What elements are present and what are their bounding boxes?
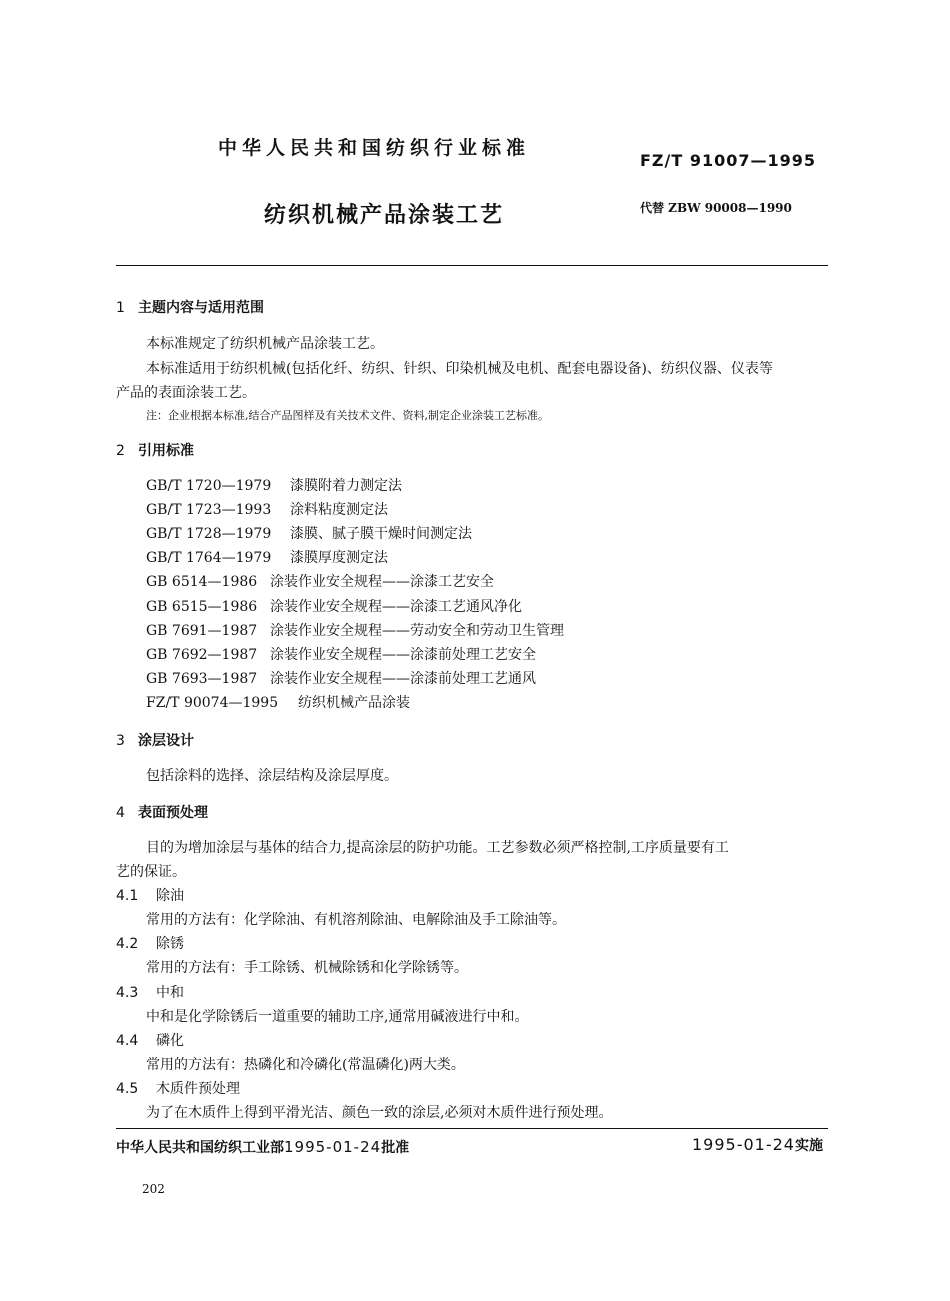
subsection-number: 4.1 <box>116 888 139 904</box>
reference-code: GB 7691—1987 <box>146 623 258 639</box>
reference-item <box>146 620 564 640</box>
section-4-paragraph-line-1: 目的为增加涂层与基体的结合力,提高涂层的防护功能。工艺参数必须严格控制,工序质量要有工 <box>146 840 729 856</box>
subsection-title: 除油 <box>156 888 184 904</box>
approval-label: 批准 <box>381 1140 410 1156</box>
section-title: 引用标准 <box>138 443 194 459</box>
approval-line <box>116 1137 409 1157</box>
effective-date: 1995-01-24 <box>692 1135 795 1154</box>
subsection-number: 4.5 <box>116 1081 139 1097</box>
subsection-4-3-heading <box>116 982 184 1002</box>
reference-name: 涂装作业安全规程——劳动安全和劳动卫生管理 <box>270 623 564 639</box>
section-1-paragraph-1: 本标准规定了纺织机械产品涂装工艺。 <box>146 336 384 352</box>
reference-code: GB/T 1723—1993 <box>146 502 272 518</box>
subsection-title: 磷化 <box>156 1033 184 1049</box>
approval-date: 1995-01-24 <box>284 1138 382 1156</box>
reference-name: 漆膜、腻子膜干燥时间测定法 <box>290 526 472 542</box>
reference-item <box>146 547 388 567</box>
subsection-4-1-heading <box>116 885 184 905</box>
subsection-4-3-text: 中和是化学除锈后一道重要的辅助工序,通常用碱液进行中和。 <box>146 1009 529 1025</box>
reference-code: GB/T 1764—1979 <box>146 550 272 566</box>
reference-name: 漆膜厚度测定法 <box>290 550 388 566</box>
reference-code: GB 6514—1986 <box>146 574 258 590</box>
subsection-4-5-text: 为了在木质件上得到平滑光洁、颜色一致的涂层,必须对木质件进行预处理。 <box>146 1105 613 1121</box>
reference-item <box>146 523 472 543</box>
reference-name: 涂装作业安全规程——涂漆工艺通风净化 <box>270 599 522 615</box>
reference-name: 涂装作业安全规程——涂漆前处理工艺安全 <box>270 647 536 663</box>
effective-label: 实施 <box>794 1138 823 1154</box>
reference-code: GB 7693—1987 <box>146 671 258 687</box>
section-1-paragraph-2-line-2: 产品的表面涂装工艺。 <box>116 385 256 401</box>
standard-code: FZ/T 91007—1995 <box>640 151 817 170</box>
section-1-note: 注：企业根据本标准,结合产品图样及有关技术文件、资料,制定企业涂装工艺标准。 <box>146 409 549 422</box>
section-2-heading <box>116 440 194 460</box>
section-number: 4 <box>116 805 125 821</box>
reference-name: 涂料粘度测定法 <box>290 502 388 518</box>
reference-item <box>146 692 410 712</box>
reference-item <box>146 644 536 664</box>
reference-item <box>146 571 494 591</box>
reference-name: 漆膜附着力测定法 <box>290 478 402 494</box>
section-4-paragraph-line-2: 艺的保证。 <box>116 864 186 880</box>
reference-name: 涂装作业安全规程——涂漆前处理工艺通风 <box>270 671 536 687</box>
subsection-title: 除锈 <box>156 936 184 952</box>
subsection-title: 木质件预处理 <box>156 1081 240 1097</box>
reference-code: FZ/T 90074—1995 <box>146 695 279 711</box>
subsection-number: 4.2 <box>116 936 139 952</box>
reference-item <box>146 668 536 688</box>
approval-org: 中华人民共和国纺织工业部 <box>116 1140 284 1156</box>
subsection-number: 4.3 <box>116 985 139 1001</box>
section-1-heading <box>116 297 264 317</box>
reference-item <box>146 499 388 519</box>
subsection-4-5-heading <box>116 1078 240 1098</box>
replaces-standard: 代替 ZBW 90008—1990 <box>640 201 792 215</box>
footer-divider <box>116 1128 828 1129</box>
reference-name: 纺织机械产品涂装 <box>298 695 410 711</box>
reference-code: GB/T 1720—1979 <box>146 478 272 494</box>
reference-code: GB 7692—1987 <box>146 647 258 663</box>
section-4-heading <box>116 802 208 822</box>
effective-line <box>692 1135 823 1155</box>
section-title: 涂层设计 <box>138 733 194 749</box>
document-title: 纺织机械产品涂装工艺 <box>264 202 505 228</box>
reference-item <box>146 475 402 495</box>
reference-name: 涂装作业安全规程——涂漆工艺安全 <box>270 574 494 590</box>
subsection-title: 中和 <box>156 985 184 1001</box>
subsection-4-1-text: 常用的方法有：化学除油、有机溶剂除油、电解除油及手工除油等。 <box>146 912 566 928</box>
reference-item <box>146 596 522 616</box>
standard-category-title: 中华人民共和国纺织行业标准 <box>218 137 531 159</box>
section-number: 2 <box>116 443 125 459</box>
page-number: 202 <box>142 1182 165 1196</box>
subsection-4-2-text: 常用的方法有：手工除锈、机械除锈和化学除锈等。 <box>146 960 468 976</box>
reference-code: GB 6515—1986 <box>146 599 258 615</box>
subsection-4-4-heading <box>116 1030 184 1050</box>
section-title: 表面预处理 <box>138 805 208 821</box>
reference-code: GB/T 1728—1979 <box>146 526 272 542</box>
section-number: 3 <box>116 733 125 749</box>
section-1-paragraph-2-line-1: 本标准适用于纺织机械(包括化纤、纺织、针织、印染机械及电机、配套电器设备)、纺织仪器、仪表等 <box>146 361 773 377</box>
subsection-number: 4.4 <box>116 1033 139 1049</box>
subsection-4-2-heading <box>116 933 184 953</box>
section-3-paragraph: 包括涂料的选择、涂层结构及涂层厚度。 <box>146 768 398 784</box>
subsection-4-4-text: 常用的方法有：热磷化和冷磷化(常温磷化)两大类。 <box>146 1057 465 1073</box>
section-3-heading <box>116 730 194 750</box>
header-divider <box>116 265 828 266</box>
section-number: 1 <box>116 300 125 316</box>
section-title: 主题内容与适用范围 <box>138 300 264 316</box>
